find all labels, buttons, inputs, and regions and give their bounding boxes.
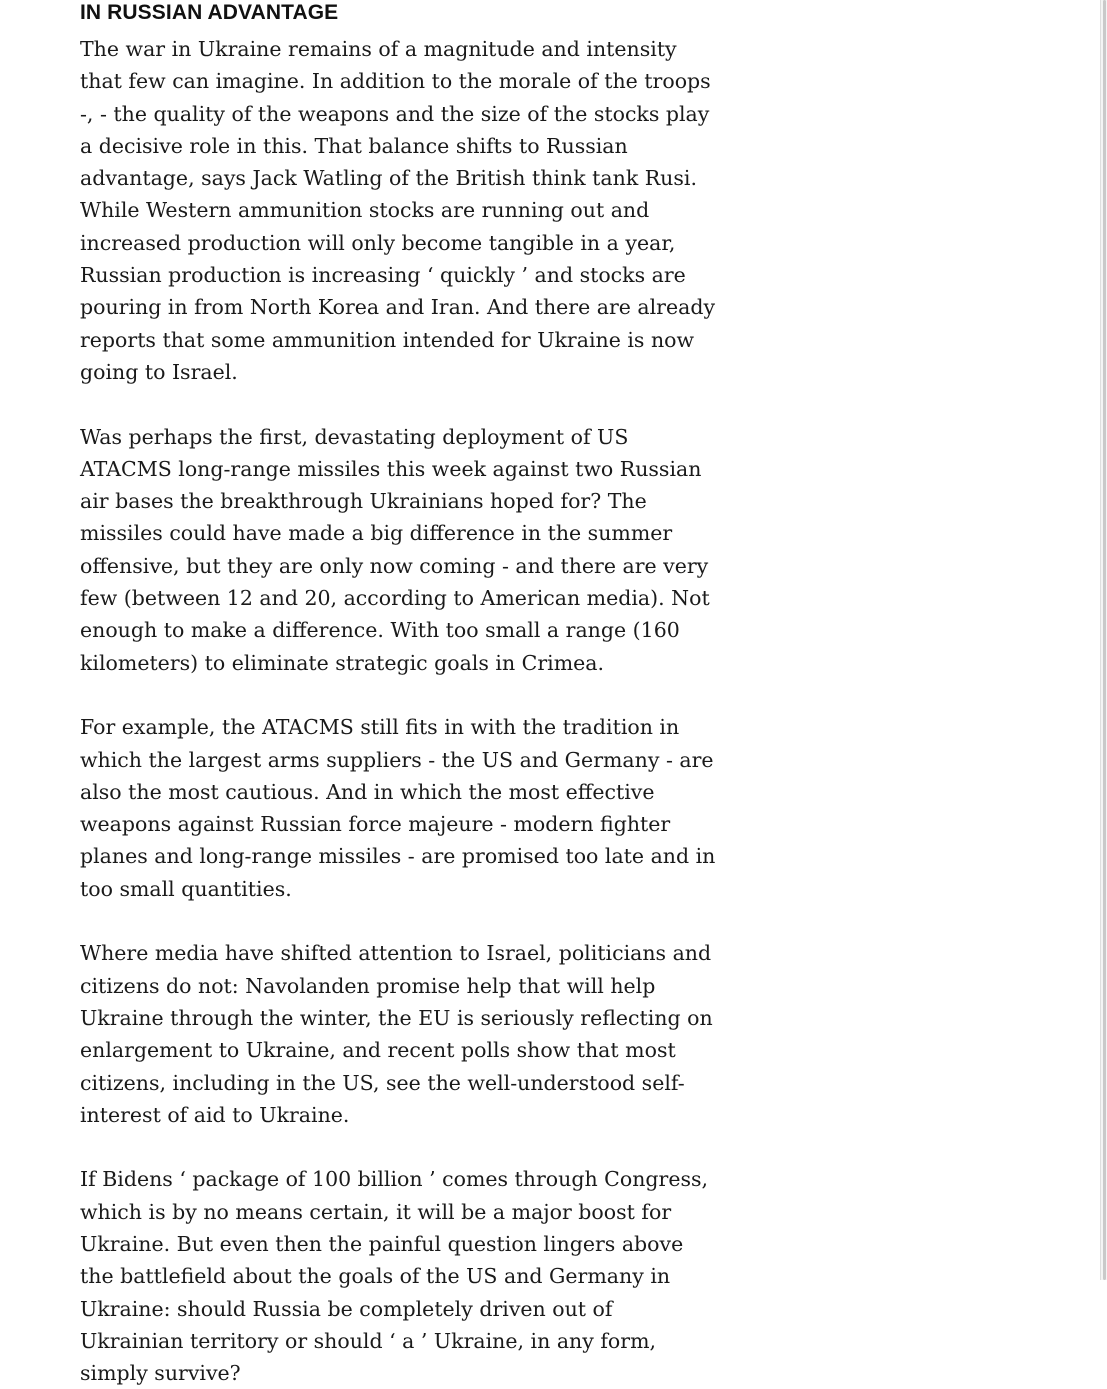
paragraph-2: Was perhaps the first, devastating deployment of US ATACMS long-range missiles this week against two Russian air bases the breakthrough Ukrainians hoped for? The missiles could have made a big difference in the summer offensive, but they are only now coming - and there are very few (between 12 and 20, according to American media). Not enough to make a difference. With too small a range (160 kilometers) to eliminate strategic goals in Crimea. [80,424,710,675]
paragraph-4: Where media have shifted attention to Israel, politicians and citizens do not: Navolanden promise help that will help Ukraine through the winter, the EU is seriously reflecting on enlargement to Ukraine, and recent polls show that most citizens, including in the US, see the well-understood self-interest of aid to Ukraine. [80,941,713,1127]
paragraph-1: The war in Ukraine remains of a magnitude and intensity that few can imagine. In addition to the morale of the troops -, - the quality of the weapons and the size of the stocks play a decisive role in this. That balance shifts to Russian advantage, says Jack Watling of the British think tank Rusi. While Western ammunition stocks are running out and increased production will only become tangible in a year, Russian production is increasing ‘ quickly ’ and stocks are pouring in from North Korea and Iran. And there are already reports that some ammunition intended for Ukraine is now going to Israel. [80,37,716,384]
section-heading: IN RUSSIAN ADVANTAGE [80,1,339,24]
vertical-scrollbar[interactable] [1100,0,1107,1280]
paragraph-3: For example, the ATACMS still fits in with the tradition in which the largest arms suppliers - the US and Germany - are also the most cautious. And in which the most effective weapons against Russian force majeure - modern fighter planes and long-range missiles - are promised too late and in too small quantities. [80,715,716,901]
article-body [80,0,720,1389]
paragraph-5: If Bidens ‘ package of 100 billion ’ comes through Congress, which is by no means certain, it will be a major boost for Ukraine. But even then the painful question lingers above the battlefield about the goals of the US and Germany in Ukraine: should Russia be completely driven out of Ukrainian territory or should ‘ a ’ Ukraine, in any form, simply survive? [80,1167,709,1386]
scrollbar-thumb[interactable] [1103,0,1106,1280]
